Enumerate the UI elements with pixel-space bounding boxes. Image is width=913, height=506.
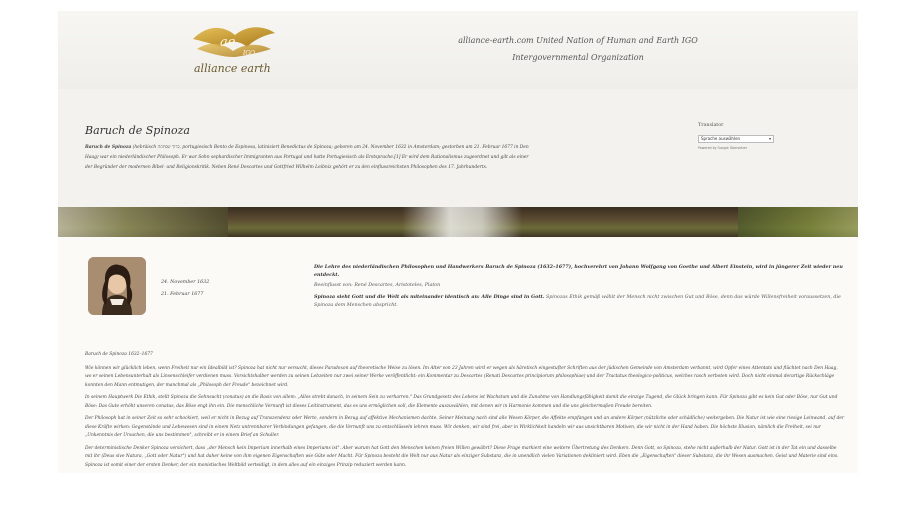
powered-by-google[interactable]: Powered by Google Übersetzer xyxy=(698,146,748,150)
svg-text:IGO: IGO xyxy=(243,50,256,57)
article-paragraph: In seinem Hauptwerk Die Ethik, stellt Spinoza die Sehnsucht (conatus) an die Basis von allem: „Alles strebt danach, in seinem Sein zu verharren." Das Grundgesetz des Lebens ist Wachstum und die Zunahme von Handlungsfähigkeit damit die einzige Tugend, die Glück bringen kann. Für Spinoza gibt es kein Gut oder Böse, nur Gut und Böse: Das Gute erhöht unseren conatus, das Böse engt ihn ein. Die menschliche Vernunft ist dieses Leitinstrument, das es uns ermöglichen soll, die Elemente auszuwählen, mit denen wir in Harmonie kommen und die uns gleichermaßen Freude bereiten. xyxy=(85,395,838,409)
summary-lead: Die Lehre des niederländischen Philosophen und Handwerkers Baruch de Spinoza (1632–1677), hochverehrt von Johann Wolfgang von Goethe und Albert Einstein, wird in jüngerer Zeit wieder neu entdeckt. xyxy=(314,264,843,278)
summary-statement xyxy=(314,293,844,310)
org-line-2: Intergovernmental Organization xyxy=(512,53,644,62)
portrait-icon xyxy=(88,257,146,315)
translator-label: Translator xyxy=(698,123,724,128)
article-body xyxy=(85,351,845,473)
intro-paragraph xyxy=(85,143,535,173)
page-container xyxy=(58,11,858,473)
language-select-value: Sprache auswählen xyxy=(701,136,741,141)
brand-name[interactable]: alliance earth xyxy=(194,62,271,75)
statement-rest: Spinozas Ethik gemäß wählt der Mensch nicht zwischen Gut und Böse, denn das würde Willensfreiheit voraussetzen, die Spinoza dem Menschen abspricht. xyxy=(314,295,841,308)
death-date: 21. Februar 1677 xyxy=(161,292,204,297)
statement-bold: Spinoza sieht Gott und die Welt als miteinander identisch an: Alle Dinge sind in Gott. xyxy=(314,294,545,300)
banner-left-shade xyxy=(58,207,228,237)
article-paragraph: Der deterministische Denker Spinoza versichert, dass „der Mensch kein Imperium innerhalb eines Imperiums ist". Aber warum hat Gott den Menschen keinen freien Willen gewährt? Diese Frage markiert eine weitere Übertretung des Denkers. Denn Gott, so Spinoza, stehe nicht außerhalb der Natur. Gott ist in der Tat ein und dasselbe mit ihr (Deus sive Natura, „Gott oder Natur") und hat daher keine von ihm eigenen Eigenschaften wie Güte oder Macht. Für Spinoza besteht die Welt nur aus Natur als einziger Substanz, die in unendlich vielen Variationen dekliniert wird. Eben die „Eigenschaften" dieser Substanz, die ihr Wesen ausmachen. Geist und Materie sind eins. Spinoza ist somit einer der ersten Denker, der ein monistisches Weltbild verteidigt, in dem alles auf ein einziges Prinzip reduziert werden kann. xyxy=(85,445,839,468)
intro-name: Baruch de Spinoza xyxy=(85,145,132,150)
banner-right-shade xyxy=(738,207,858,237)
alliance-earth-logo[interactable] xyxy=(189,21,279,61)
site-header xyxy=(58,11,858,89)
intro-text: (hebräisch ברוך שפינוזה, portugiesisch Bento de Espinosa, latinisiert Benedictus de Spinoza; geboren am 24. November 1632 in Amsterdam; gestorben am 21. Februar 1677 in Den Haag) war ein niederländischer Philosoph. Er war Sohn sephardischer Immigranten aus Portugal und hatte Portugiesisch als Erstsprache.[1] Er wird dem Rationalismus zugeordnet und gilt als einer der Begründer der modernen Bibel- und Religionskritik. Neben René Descartes und Gottfried Wilhelm Leibniz gehört er zu den einflussreichsten Philosophen des 17. Jahrhunderts. xyxy=(85,145,529,170)
language-select[interactable] xyxy=(698,135,774,143)
article-paragraph: Wie können wir glücklich leben, wenn Freiheit nur ein Idealbild ist? Spinoza hat nicht nur versucht, dieses Paradoxon auf theoretische Weise zu lösen. Im Alter von 23 Jahren wird er wegen als häretisch eingestufter Schriften aus der jüdischen Gemeinde von Amsterdam verbannt, wird Opfer eines Attentats und flüchtet nach Den Haag, wo er seinen Lebensunterhalt als Linsenschleifer verdienen muss. Vorsichtshalber werden zu seinen Lebzeiten nur zwei seiner Werke veröffentlicht: ein Kommentar zu Descartes (Renati Descartes principiorum philosophiae) und der Tractatus theologico-politicus, welches rasch verboten wird. Doch nicht einmal derartige Rückschläge konnten den Mann entmutigen, der manchmal als „Philosoph der Freude" bezeichnet wird. xyxy=(85,365,838,388)
chevron-down-icon: ▾ xyxy=(768,136,771,141)
wing-logo-icon xyxy=(189,21,279,61)
spinoza-portrait xyxy=(88,257,146,315)
svg-text:ae: ae xyxy=(220,35,236,50)
organization-info xyxy=(448,32,708,66)
waterfall-banner xyxy=(58,207,858,237)
page-title: Baruch de Spinoza xyxy=(85,124,190,137)
life-dates xyxy=(161,277,209,301)
article-paragraph: Der Philosoph hat in seiner Zeit so sehr schockiert, weil er nicht in Bezug auf Transzendenz oder Werte, sondern in Bezug auf affektive Mechanismen dachte. Seiner Meinung nach sind alle Wesen Körper, die Affekte empfangen und an andere Körper (nützliche oder schädliche) weitergeben. Die Natur ist wie eine riesige Leinwand, auf der diese Kräfte wirken: Gegenstände und Lebewesen sind in einem Netz untrennbarer Verbindungen gefangen, die die Vernunft uns zu entschlüsseln lehren muss. Wir denken, wir sind frei, aber in Wirklichkeit handeln wir aus unsichtbaren Motiven, die wir nicht in der Hand haben. Die höchste Illusion, nämlich die Freiheit, sei nur „Unkenntnis der Ursachen, die uns bestimmen", schreibt er in einem Brief an Schuller. xyxy=(85,416,845,438)
article-subtitle: Baruch de Spinoza 1632–1677 xyxy=(85,352,153,357)
summary-block xyxy=(314,263,844,310)
influenced-by: Beeinflusst von: René Descartes, Aristoteles, Platon xyxy=(314,283,441,288)
org-line-1: alliance-earth.com United Nation of Human and Earth IGO xyxy=(458,36,698,45)
birth-date: 24. November 1632 xyxy=(161,280,210,285)
